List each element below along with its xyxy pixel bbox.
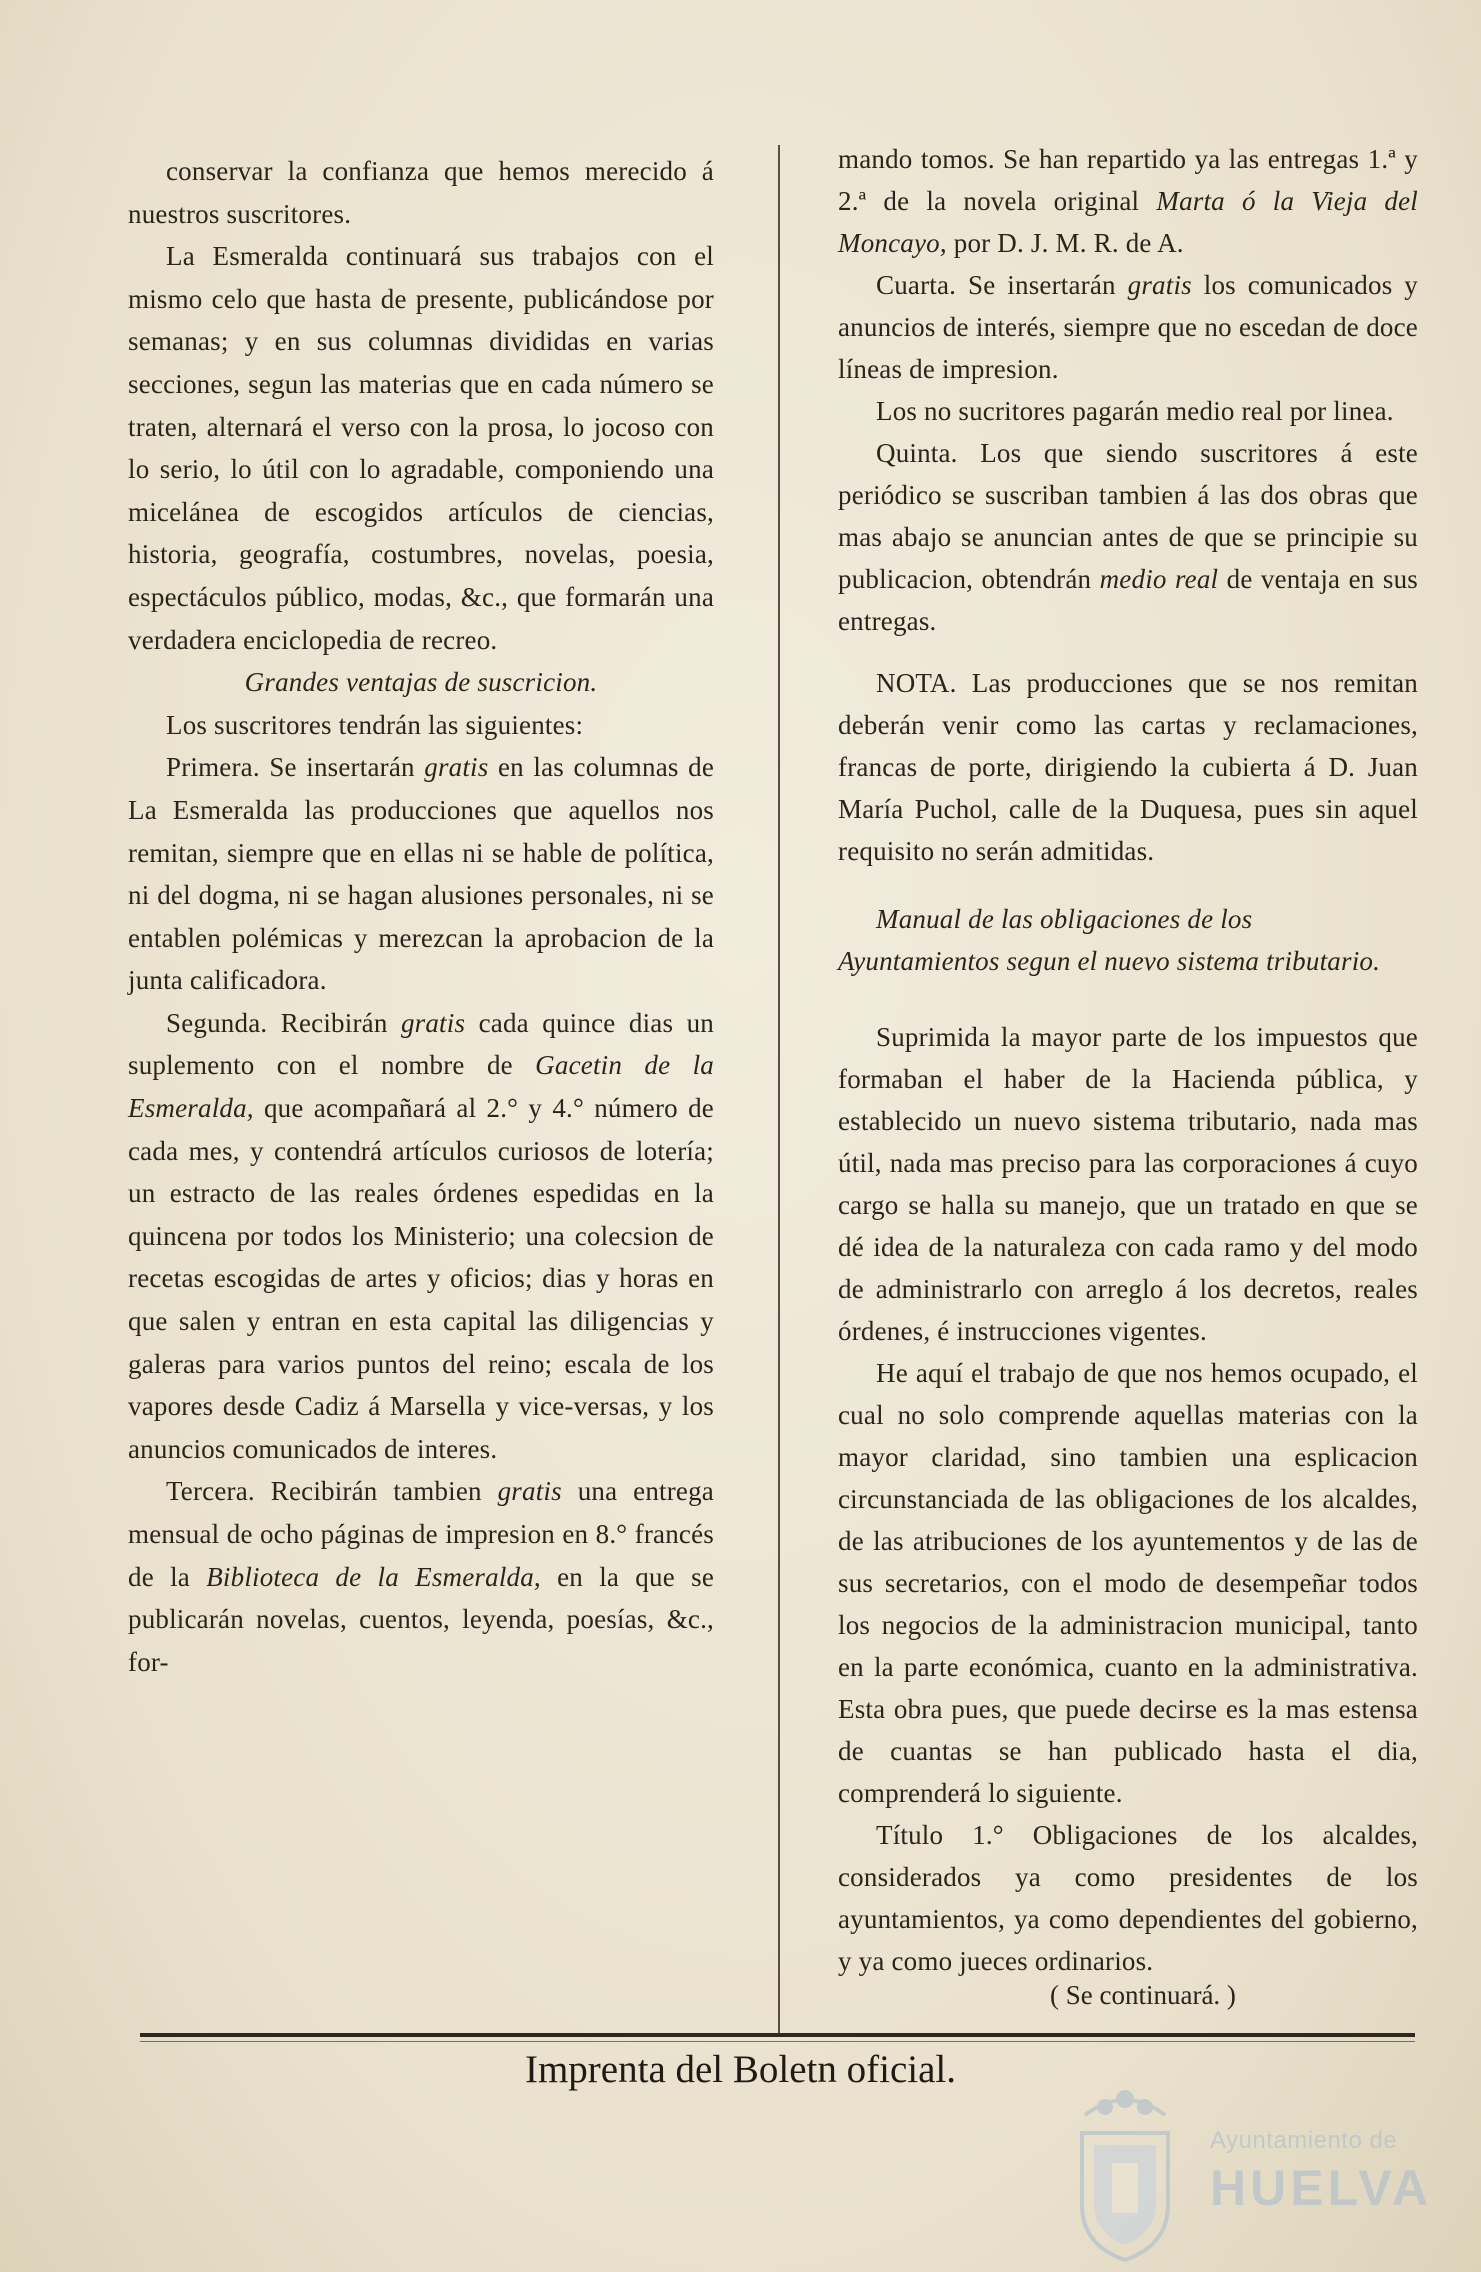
paragraph-cuarta <box>838 264 1418 390</box>
primera-gratis: gratis <box>424 752 489 783</box>
paragraph-continuation: conservar la confianza que hemos merecido á nuestros suscritores. <box>128 156 714 229</box>
quinta-text-b: de ventaja en sus entregas. <box>838 564 1418 636</box>
imprint-line: Imprenta del Boletn oficial. <box>524 2048 957 2091</box>
paragraph-segunda <box>128 1002 714 1471</box>
tercera-gratis: gratis <box>497 1476 562 1507</box>
tercera-title: Biblioteca de la Esmeralda, <box>206 1561 541 1592</box>
quinta-medio-real: medio real <box>1099 564 1219 594</box>
right-column <box>838 138 1418 1982</box>
paragraph-primera <box>128 746 714 1002</box>
cuarta-gratis: gratis <box>1127 270 1192 300</box>
continuation-note: ( Se continuará. ) <box>1050 1980 1236 2010</box>
tercera-text-a: Tercera. Recibirán tambien <box>166 1476 498 1507</box>
paragraph-tercera <box>128 1470 714 1683</box>
paragraph-titulo-1: Título 1.° Obligaciones de los alcaldes, considerados ya como presidentes de los ayuntamientos, ya como dependientes del gobierno, y ya como jueces ordinarios. <box>838 1820 1418 1976</box>
paragraph-esmeralda: La Esmeralda continuará sus trabajos con el mismo celo que hasta de presente, publicándose por semanas; y en sus columnas divididas en varias secciones, segun las materias que en cada número se traten, alternará el verso con la prosa, lo jocoso con lo serio, lo útil con lo agradable, componiendo una micelánea de escogidos artículos de ciencias, historia, geografía, costumbres, novelas, poesia, espectáculos público, modas, &c., que formarán una verdadera enciclopedia de recreo. <box>128 241 714 655</box>
segunda-gratis: gratis <box>400 1007 466 1038</box>
segunda-text-b: cada quince dias un suplemento con el nombre de <box>128 1007 714 1081</box>
archive-watermark <box>1060 2085 1433 2265</box>
watermark-line1: Ayuntamiento de <box>1210 2127 1398 2154</box>
paragraph-quinta <box>838 432 1418 642</box>
heading-grandes-ventajas: Grandes ventajas de suscricion. <box>244 667 598 698</box>
mando-text-a: mando tomos. Se han repartido ya las entregas 1.ª y 2.ª de la novela original <box>838 144 1418 216</box>
paragraph-nota: NOTA. Las producciones que se nos remitan deberán venir como las cartas y reclamaciones, francas de porte, dirigiendo la cubierta á D. Juan María Puchol, calle de la Duquesa, pues sin aquel requisito no serán admitidas. <box>838 668 1418 866</box>
segunda-text-a: Segunda. Recibirán <box>166 1007 401 1038</box>
footer-rule <box>140 2033 1415 2037</box>
paragraph-no-sucritores: Los no sucritores pagarán medio real por linea. <box>876 396 1394 426</box>
column-divider <box>778 145 780 2035</box>
mando-text-b: por D. J. M. R. de A. <box>946 228 1184 258</box>
quinta-text-a: Quinta. Los que siendo suscritores á este periódico se suscriban tambien á las dos obras que mas abajo se anuncian antes de que se principie su publicacion, obtendrán <box>838 438 1418 594</box>
tercera-text-b: una entrega mensual de ocho páginas de impresion en 8.° francés de la <box>128 1476 714 1592</box>
paragraph-he-aqui: He aquí el trabajo de que nos hemos ocupado, el cual no solo comprende aquellas materias con la mayor claridad, sino tambien una esplicacion circunstanciada de las obligaciones de los alcaldes, de las atribuciones de los ayuntementos y de las de sus secretarios, con el modo de desempeñar todos los negocios de la administracion municipal, tanto en la parte económica, cuanto en la administrativa. Esta obra pues, que puede decirse es la mas estensa de cuantas se han publicado hasta el dia, comprenderá lo siguiente. <box>838 1358 1418 1808</box>
paragraph-mando-tomos <box>838 138 1418 264</box>
segunda-text-c: que acompañará al 2.° y 4.° número de cada mes, y contendrá artículos curiosos de lotería; un estracto de las reales órdenes espedidas en la quincena por todos los Ministerio; una colecsion de recetas escogidas de artes y oficios; dias y horas en que salen y entran en esta capital las diligencias y galeras para varios puntos del reino; escala de los vapores desde Cadiz á Marsella y vice-versas, y los anuncios comunicados de interes. <box>128 1093 714 1464</box>
tercera-text-c: en la que se publicarán novelas, cuentos, leyenda, poesías, &c., for- <box>128 1561 715 1677</box>
left-column <box>128 150 714 1683</box>
heading-manual-obligaciones: Manual de las obligaciones de los Ayuntamientos segun el nuevo sistema tributario. <box>838 904 1381 976</box>
novel-title: Marta ó la Vieja del Moncayo, <box>838 186 1418 258</box>
cuarta-text-b: los comunicados y anuncios de interés, siempre que no escedan de doce líneas de impresion. <box>838 270 1418 384</box>
paragraph-suprimida: Suprimida la mayor parte de los impuestos que formaban el haber de la Hacienda pública, y establecido un nuevo sistema tributario, nada mas útil, nada mas preciso para las corporaciones á cuyo cargo se halla su manejo, que un tratado en que se dé idea de la naturaleza con cada ramo y del modo de administrarlo con arreglo á los decretos, reales órdenes, é instrucciones vigentes. <box>838 1022 1418 1346</box>
coat-of-arms-icon <box>1060 2085 1190 2265</box>
primera-text-b: en las columnas de La Esmeralda las producciones que aquellos nos remitan, siempre que en ellas ni se hable de política, ni del dogma, ni se hagan alusiones personales, ni se entablen polémicas y merezcan la aprobacion de la junta calificadora. <box>128 752 715 996</box>
segunda-title: Gacetin de la Esmeralda, <box>128 1050 714 1124</box>
watermark-line2: HUELVA <box>1210 2160 1433 2216</box>
primera-text-a: Primera. Se insertarán <box>166 752 425 783</box>
paragraph-suscritores: Los suscritores tendrán las siguientes: <box>166 709 584 740</box>
cuarta-text-a: Cuarta. Se insertarán <box>876 270 1128 300</box>
